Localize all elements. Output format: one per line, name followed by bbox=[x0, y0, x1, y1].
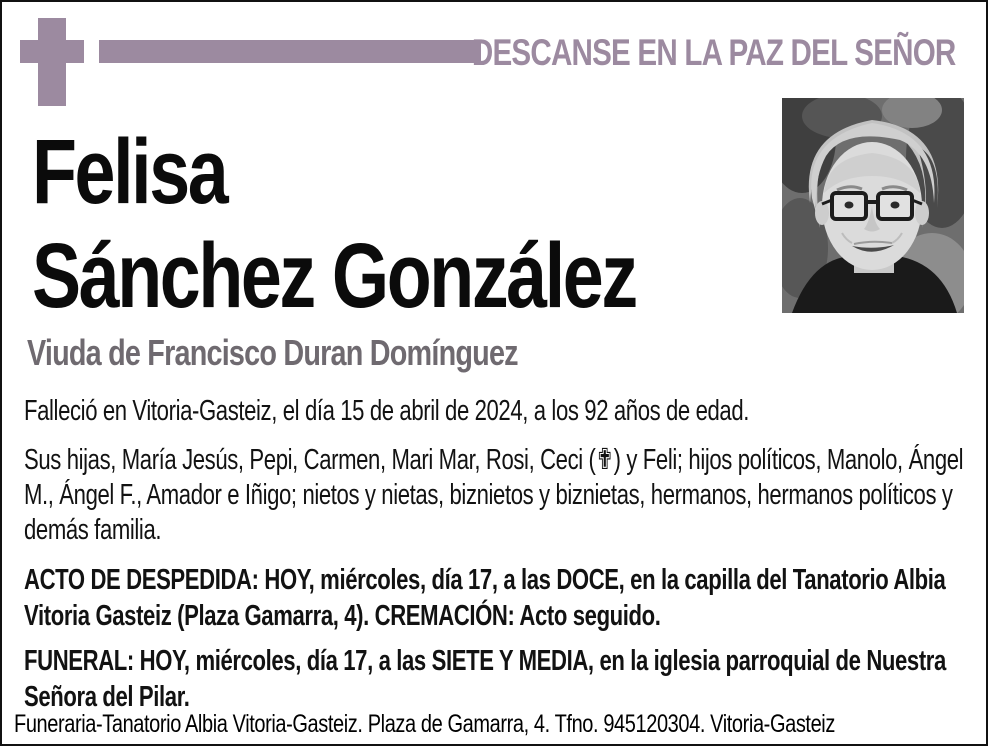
notice-body bbox=[24, 394, 969, 724]
header-accent-bar bbox=[99, 40, 481, 63]
deceased-relation: Viuda de Francisco Duran Domínguez bbox=[27, 332, 518, 373]
family-members-line: Sus hijas, María Jesús, Pepi, Carmen, Mari Mar, Rosi, Ceci (✟) y Feli; hijos políticos, Manolo, Ángel M., Ángel F., Amador e Iñigo; nietos y nietas, biznietos y biznietas, hermanos, hermanos políticos y demás familia. bbox=[24, 444, 964, 546]
header-motto: DESCANSE EN LA PAZ DEL SEÑOR bbox=[472, 32, 956, 73]
farewell-act-line: ACTO DE DESPEDIDA: HOY, miércoles, día 17, a las DOCE, en la capilla del Tanatorio Albia Vitoria Gasteiz (Plaza Gamarra, 4). CREMACIÓN: Acto seguido. bbox=[24, 564, 946, 632]
deceased-name bbox=[32, 120, 832, 328]
funeral-line: FUNERAL: HOY, miércoles, día 17, a las SIETE Y MEDIA, en la iglesia parroquial de Nuestra Señora del Pilar. bbox=[24, 645, 946, 713]
deceased-first-name: Felisa bbox=[32, 121, 227, 223]
death-announcement-line: Falleció en Vitoria-Gasteiz, el día 15 de abril de 2024, a los 92 años de edad. bbox=[24, 395, 750, 427]
cross-icon bbox=[20, 18, 84, 106]
deceased-last-name: Sánchez González bbox=[32, 225, 636, 327]
funeral-home-footer: Funeraria-Tanatorio Albia Vitoria-Gasteiz. Plaza de Gamarra, 4. Tfno. 945120304. Vitoria-Gasteiz bbox=[14, 710, 835, 738]
cross-icon-horizontal-bar bbox=[20, 40, 84, 63]
